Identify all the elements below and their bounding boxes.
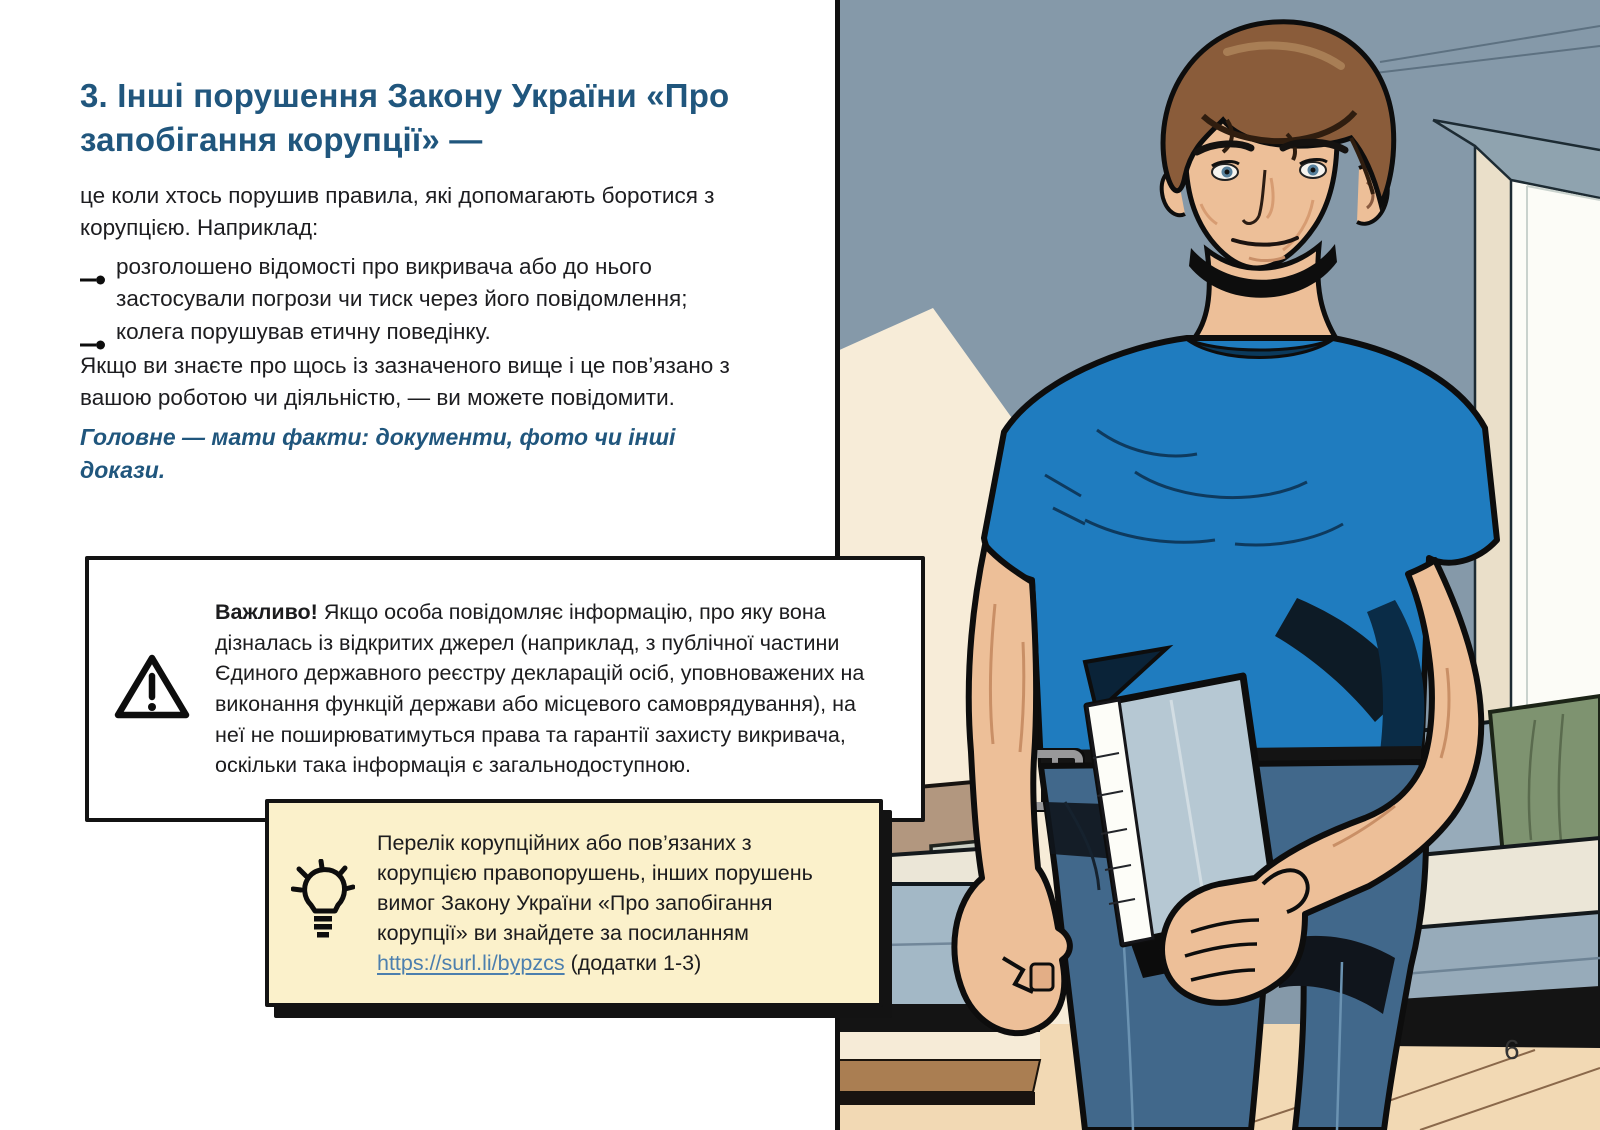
tip-body-after: (додатки 1-3) <box>570 951 702 976</box>
warning-text <box>215 597 899 780</box>
warning-triangle-icon <box>113 652 191 727</box>
intro-paragraph: це коли хтось порушив правила, які допомагають боротися з корупцією. Наприклад: <box>80 183 715 241</box>
comic-man-scene <box>835 0 1600 1130</box>
body-paragraph: Якщо ви знаєте про щось із зазначеного вище і це пов’язано з вашою роботою чи діяльністю, — ви можете повідомити. <box>80 353 730 411</box>
list-item-text: розголошено відомості про викривача або до нього застосували погрози чи тиск через його повідомлення; <box>116 254 688 312</box>
warning-label: Важливо! <box>215 600 318 625</box>
warning-body: Якщо особа повідомляє інформацію, про яку вона дізналась із відкритих джерел (наприклад, з публічної частини Єдиного державного реєстру декларацій осіб, уповноважених на виконання функцій держави або місцевого самоврядування), на неї не поширюватимуться права та гарантії захисту викривача, оскільки така інформація є загальнодоступною. <box>215 600 865 778</box>
comic-illustration <box>835 0 1600 1130</box>
warning-callout <box>85 556 925 822</box>
tip-icon-column <box>269 859 377 948</box>
list-item-text: колега порушував етичну поведінку. <box>116 318 491 344</box>
tip-text <box>377 828 837 978</box>
lead-emphasis: Головне — мати факти: документи, фото чи інші докази. <box>80 424 676 483</box>
tip-callout <box>265 799 883 1007</box>
list-item <box>80 251 770 316</box>
warning-icon-column <box>89 652 215 727</box>
tip-body-before: Перелік корупційних або пов’язаних з корупцією правопорушень, інших порушень вимог Закону України «Про запобігання корупції» ви знайдете за посиланням <box>377 831 813 946</box>
arrow-dot-bullet-icon <box>80 262 108 294</box>
tip-link[interactable]: https://surl.li/bypzcs <box>377 951 565 976</box>
page-number: 6 <box>1504 1034 1520 1065</box>
page-title: 3. Інші порушення Закону України «Про запобігання корупції» — <box>80 77 730 159</box>
bullet-list <box>80 251 770 359</box>
lightbulb-icon <box>291 859 355 948</box>
